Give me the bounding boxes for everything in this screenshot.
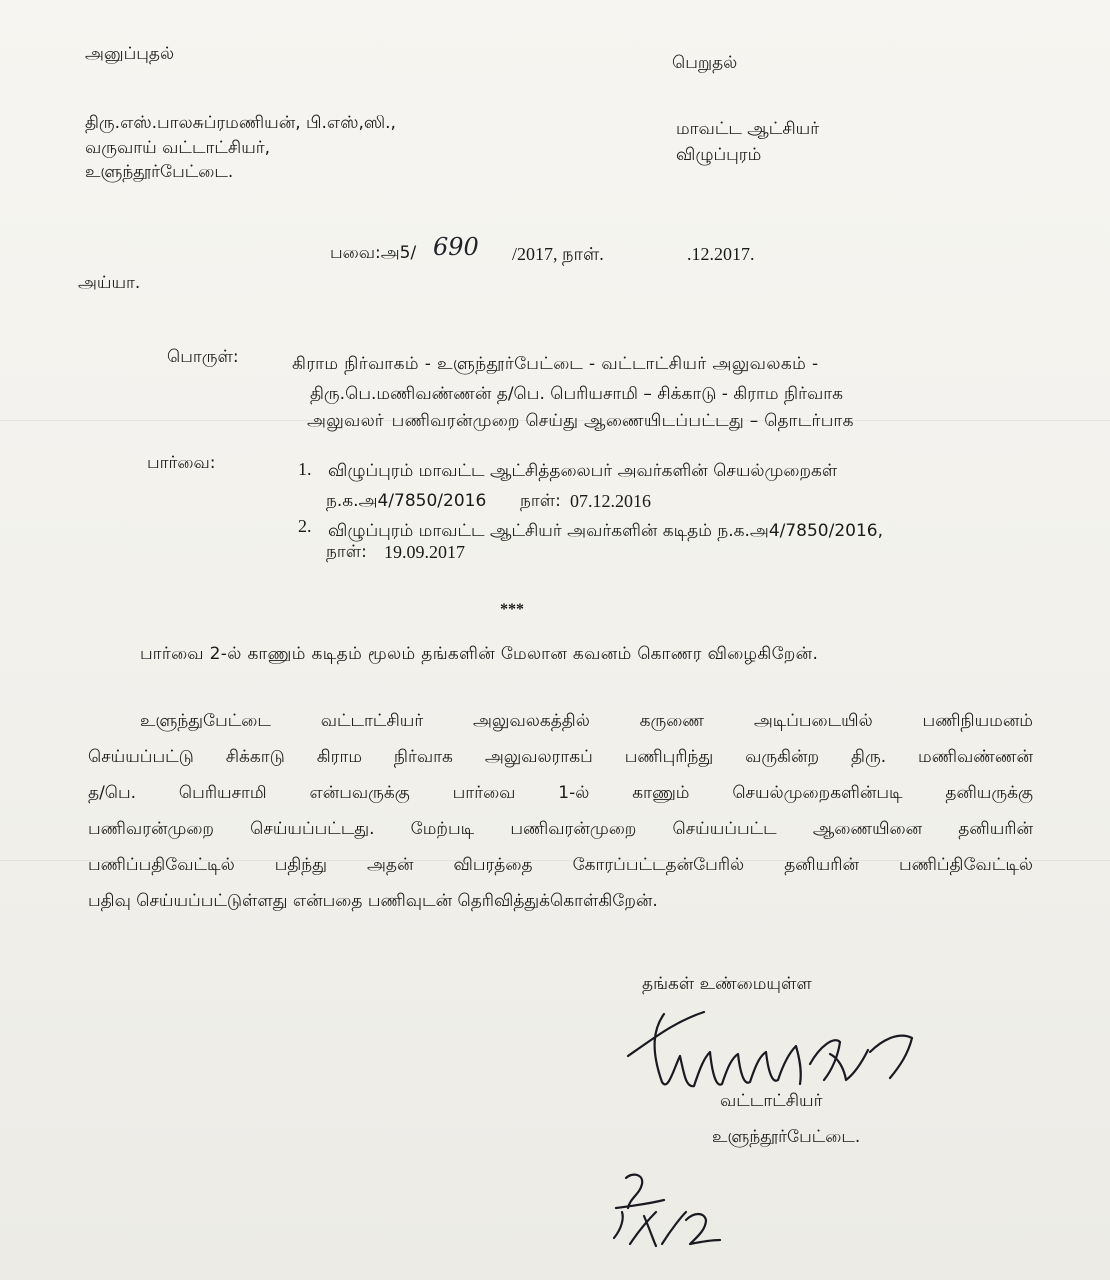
to-designation: மாவட்ட ஆட்சியர்	[676, 119, 820, 139]
paragraph-body	[88, 710, 1033, 926]
paragraph-line: செய்யப்பட்டு சிக்காடு கிராம நிர்வாக அலுவலராகப் பணிபுரிந்து வருகின்ற திரு. மணிவண்ணன்	[88, 747, 1033, 767]
reference-suffix: /2017, நாள்.	[512, 244, 604, 264]
reference-item-line: விழுப்புரம் மாவட்ட ஆட்சியர் அவர்களின் கடிதம் ந.க.அ4/7850/2016,	[328, 521, 884, 541]
reference-item-line: விழுப்புரம் மாவட்ட ஆட்சித்தலைபர் அவர்களின் செயல்முறைகள்	[328, 461, 838, 481]
reference-item-date-label: நாள்:	[326, 542, 367, 562]
to-place: விழுப்புரம்	[676, 145, 762, 165]
closing: தங்கள் உண்மையுள்ள	[642, 974, 812, 994]
reference-prefix: பவை:அ5/	[330, 243, 417, 263]
paragraph-intro: பார்வை 2-ல் காணும் கடிதம் மூலம் தங்களின் மேலான கவனம் கொணர விழைகிறேன்.	[140, 644, 819, 664]
signature-icon	[624, 1008, 924, 1098]
paragraph-line: த/பெ. பெரியசாமி என்பவருக்கு பார்வை 1-ல் காணும் செயல்முறைகளின்படி தனியருக்கு	[88, 783, 1033, 803]
reference-item-date: 07.12.2016	[570, 491, 651, 511]
reference-item-code: ந.க.அ4/7850/2016	[326, 491, 487, 511]
reference-item-number: 2.	[298, 516, 312, 536]
signatory-place: உளுந்தூர்பேட்டை.	[712, 1127, 861, 1147]
to-heading: பெறுதல்	[672, 53, 738, 73]
from-designation: வருவாய் வட்டாட்சியர்,	[85, 138, 271, 158]
reference-date: .12.2017.	[687, 244, 755, 264]
from-place: உளுந்தூர்பேட்டை.	[85, 162, 234, 182]
subject-label: பொருள்:	[167, 347, 239, 367]
from-heading: அனுப்புதல்	[85, 44, 175, 64]
salutation: அய்யா.	[78, 273, 141, 293]
reference-item-number: 1.	[298, 459, 312, 479]
separator: ***	[500, 601, 524, 618]
from-name: திரு.எஸ்.பாலசுப்ரமணியன், பி.எஸ்,ஸி.,	[85, 113, 396, 133]
subject-line: அலுவலா் பணிவரன்முறை செய்து ஆணையிடப்பட்டது – தொடர்பாக	[307, 411, 854, 431]
subject-line: திரு.பெ.மணிவண்ணன் த/பெ. பெரியசாமி – சிக்காடு - கிராம நிர்வாக	[310, 384, 844, 404]
reference-item-date-label: நாள்:	[520, 491, 561, 511]
paragraph-line: பதிவு செய்யப்பட்டுள்ளது என்பதை பணிவுடன் தெரிவித்துக்கொள்கிறேன்.	[88, 891, 658, 911]
signatory-designation: வட்டாட்சியர்	[720, 1091, 823, 1111]
paragraph-line: பணிவரன்முறை செய்யப்பட்டது. மேற்படி பணிவரன்முறை செய்யப்பட்ட ஆணையினை தனியரின்	[88, 819, 1033, 839]
reference-item-date: 19.09.2017	[384, 542, 465, 562]
subject-line: கிராம நிர்வாகம் - உளுந்தூர்பேட்டை - வட்டாட்சியர் அலுவலகம் -	[292, 354, 819, 374]
reference-handwritten-number: 690	[433, 233, 479, 261]
paragraph-line: உளுந்துபேட்டை வட்டாட்சியர் அலுவலகத்தில் கருணை அடிப்படையில் பணிநியமனம்	[140, 711, 1033, 731]
handwritten-date-icon	[602, 1168, 732, 1248]
references-label: பார்வை:	[147, 453, 216, 473]
paragraph-line: பணிப்பதிவேட்டில் பதிந்து அதன் விபரத்தை கோரப்பட்டதன்பேரில் தனியரின் பணிப்திவேட்டில்	[88, 855, 1033, 875]
